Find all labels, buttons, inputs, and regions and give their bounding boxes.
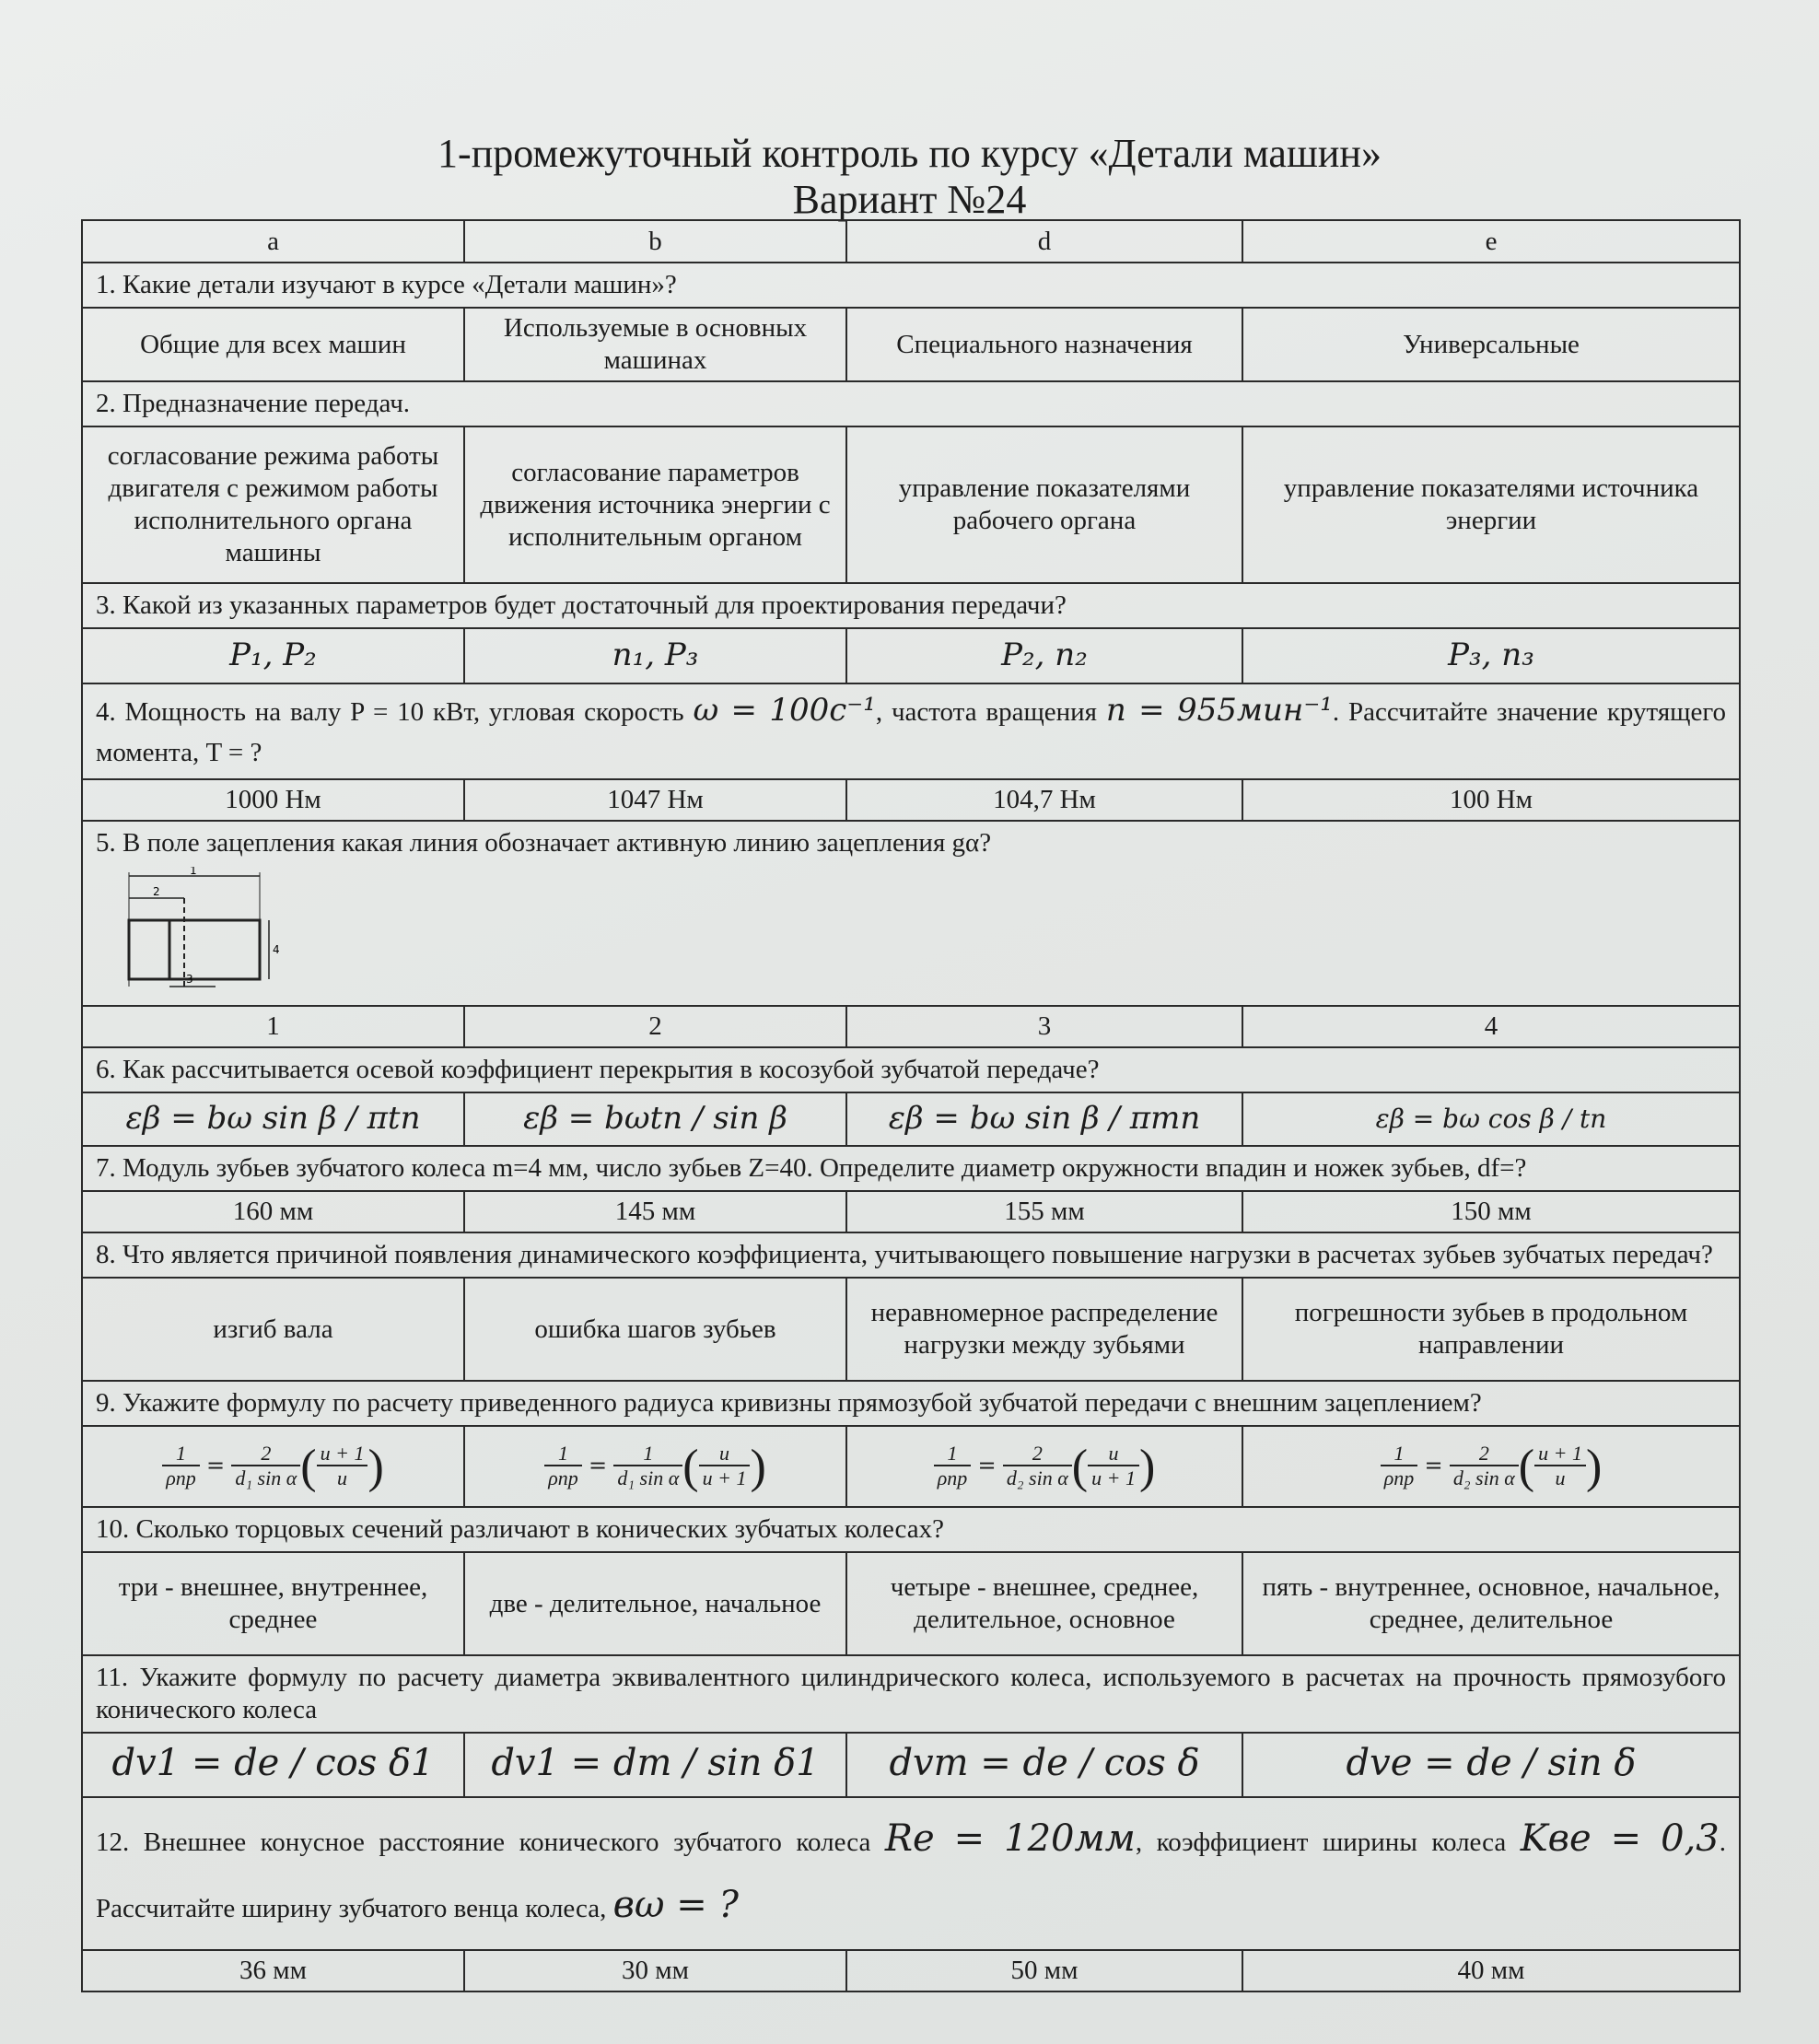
- answer-option: 104,7 Нм: [846, 779, 1242, 821]
- formula: P₃, n₃: [1448, 636, 1534, 673]
- answer-option: [464, 1426, 846, 1507]
- formula-radius: $\frac{1}{\text{ρпр}}$ = $\frac{2}{\text{d₁ sin α}}$ ( $\frac{u + 1}{u}$ ): [162, 1450, 384, 1479]
- column-header: a: [82, 220, 464, 263]
- question-text-part: , коэффициент ширины колеса: [1135, 1828, 1507, 1857]
- formula: dv1 = de / cos δ1: [111, 1741, 435, 1784]
- answer-option: 4: [1242, 1006, 1740, 1047]
- formula: P₂, n₂: [1001, 636, 1088, 673]
- question-6-text: 6. Как рассчитывается осевой коэффициент перекрытия в косозубой зубчатой передаче?: [82, 1047, 1740, 1092]
- question-table: [81, 219, 1741, 1992]
- answer-option: [846, 1426, 1242, 1507]
- column-headers: [82, 220, 1740, 263]
- answer-option: 40 мм: [1242, 1950, 1740, 1991]
- column-header: b: [464, 220, 846, 263]
- formula: εβ = bω sin β / πmn: [888, 1099, 1201, 1137]
- answer-option: 3: [846, 1006, 1242, 1047]
- question-10-text: 10. Сколько торцовых сечений различают в конических зубчатых колесах?: [82, 1507, 1740, 1552]
- answer-option: Специального назначения: [846, 308, 1242, 381]
- question-8-text: 8. Что является причиной появления динамического коэффициента, учитывающего повышение нагрузки в расчетах зубьев зубчатых передач?: [82, 1232, 1740, 1278]
- question-text-part: . Рассчитайте значение крутящего момента, T = ?: [96, 697, 1727, 767]
- page-title: 1-промежуточный контроль по курсу «Детали машин»: [437, 131, 1382, 176]
- answer-option: Используемые в основных машинах: [464, 308, 846, 381]
- answer-option: управление показателями рабочего органа: [846, 426, 1242, 583]
- answer-option: [846, 1733, 1242, 1797]
- question-5-text: [82, 821, 1740, 1006]
- answer-option: управление показателями источника энергии: [1242, 426, 1740, 583]
- answer-option: 150 мм: [1242, 1191, 1740, 1232]
- answer-option: две - делительное, начальное: [464, 1552, 846, 1655]
- formula: dv1 = dm / sin δ1: [491, 1741, 820, 1784]
- answer-option: 1047 Нм: [464, 779, 846, 821]
- diagram-label: 1: [190, 867, 197, 877]
- answer-option: 30 мм: [464, 1950, 846, 1991]
- answer-option: 100 Нм: [1242, 779, 1740, 821]
- meshing-field-diagram: [112, 867, 297, 996]
- formula-radius: $\frac{1}{\text{ρпр}}$ = $\frac{2}{\text{d₂ sin α}}$ ( $\frac{u}{u + 1}$ ): [934, 1450, 1156, 1479]
- formula-radius: $\frac{1}{\text{ρпр}}$ = $\frac{1}{\text{d₁ sin α}}$ ( $\frac{u}{u + 1}$ ): [544, 1450, 766, 1479]
- answer-option: согласование режима работы двигателя с режимом работы исполнительного органа машины: [82, 426, 464, 583]
- formula-rpm: n = 955мин⁻¹: [1105, 692, 1333, 729]
- answer-option: [82, 628, 464, 683]
- answer-option: ошибка шагов зубьев: [464, 1278, 846, 1381]
- formula: εβ = bωtn / sin β: [523, 1099, 787, 1137]
- question-11-text: 11. Укажите формулу по расчету диаметра эквивалентного цилиндрического колеса, используемого в расчетах на прочность прямозубого конического колеса: [82, 1655, 1740, 1733]
- question-text-part: , частота вращения: [875, 697, 1098, 727]
- formula-k: Kве = 0,3: [1520, 1817, 1720, 1860]
- question-9-text: 9. Укажите формулу по расчету приведенного радиуса кривизны прямозубой зубчатой передачи с внешним зацеплением?: [82, 1381, 1740, 1426]
- question-text-part: 4. Мощность на валу P = 10 кВт, угловая скорость: [96, 697, 684, 727]
- answer-option: [846, 1092, 1242, 1146]
- answer-option: [1242, 1733, 1740, 1797]
- diagram-label: 4: [273, 943, 280, 956]
- answer-option: [1242, 628, 1740, 683]
- answer-option: 1000 Нм: [82, 779, 464, 821]
- column-header: e: [1242, 220, 1740, 263]
- formula-b: вω = ?: [612, 1884, 739, 1926]
- question-7-text: 7. Модуль зубьев зубчатого колеса m=4 мм, число зубьев Z=40. Определите диаметр окружности впадин и ножек зубьев, df=?: [82, 1146, 1740, 1191]
- answer-option: неравномерное распределение нагрузки между зубьями: [846, 1278, 1242, 1381]
- formula-re: Re = 120мм: [884, 1817, 1136, 1860]
- formula-omega: ω = 100c⁻¹: [693, 692, 876, 729]
- column-header: d: [846, 220, 1242, 263]
- answer-option: [464, 1733, 846, 1797]
- formula: P₁, P₂: [229, 636, 317, 673]
- answer-option: [1242, 1426, 1740, 1507]
- formula: dve = de / sin δ: [1346, 1741, 1637, 1784]
- answer-option: 50 мм: [846, 1950, 1242, 1991]
- answer-option: 36 мм: [82, 1950, 464, 1991]
- answer-option: 145 мм: [464, 1191, 846, 1232]
- answer-option: [1242, 1092, 1740, 1146]
- formula: εβ = bω cos β / tn: [1375, 1104, 1607, 1134]
- question-text-part: 12. Внешнее конусное расстояние конического зубчатого колеса: [96, 1828, 871, 1857]
- answer-option: 2: [464, 1006, 846, 1047]
- formula-radius: $\frac{1}{\text{ρпр}}$ = $\frac{2}{\text{d₂ sin α}}$ ( $\frac{u + 1}{u}$ ): [1381, 1450, 1603, 1479]
- answer-option: три - внешнее, внутреннее, среднее: [82, 1552, 464, 1655]
- answer-option: [82, 1092, 464, 1146]
- answer-option: погрешности зубьев в продольном направлении: [1242, 1278, 1740, 1381]
- answer-option: [846, 628, 1242, 683]
- question-text: 5. В поле зацепления какая линия обозначает активную линию зацепления gα?: [96, 828, 992, 858]
- diagram-label: 3: [186, 973, 193, 986]
- question-4-text: [82, 683, 1740, 779]
- answer-option: [82, 1733, 464, 1797]
- answer-option: Общие для всех машин: [82, 308, 464, 381]
- answer-option: Универсальные: [1242, 308, 1740, 381]
- formula: dvm = de / cos δ: [889, 1741, 1200, 1784]
- answer-option: согласование параметров движения источника энергии с исполнительным органом: [464, 426, 846, 583]
- question-12-text: [82, 1797, 1740, 1950]
- formula: n₁, P₃: [612, 636, 699, 673]
- answer-option: [464, 628, 846, 683]
- answer-option: 1: [82, 1006, 464, 1047]
- answer-option: [464, 1092, 846, 1146]
- question-3-text: 3. Какой из указанных параметров будет достаточный для проектирования передачи?: [82, 583, 1740, 628]
- diagram-label: 2: [153, 885, 160, 898]
- answer-option: пять - внутреннее, основное, начальное, среднее, делительное: [1242, 1552, 1740, 1655]
- answer-option: 160 мм: [82, 1191, 464, 1232]
- answer-option: четыре - внешнее, среднее, делительное, основное: [846, 1552, 1242, 1655]
- question-2-text: 2. Предназначение передач.: [82, 381, 1740, 426]
- formula: εβ = bω sin β / πtn: [125, 1099, 421, 1137]
- question-text-part: . Рассчитайте ширину зубчатого венца колеса,: [96, 1828, 1727, 1923]
- answer-option: изгиб вала: [82, 1278, 464, 1381]
- answer-option: [82, 1426, 464, 1507]
- variant-title: Вариант №24: [792, 177, 1027, 222]
- question-1-text: 1. Какие детали изучают в курсе «Детали машин»?: [82, 263, 1740, 308]
- answer-option: 155 мм: [846, 1191, 1242, 1232]
